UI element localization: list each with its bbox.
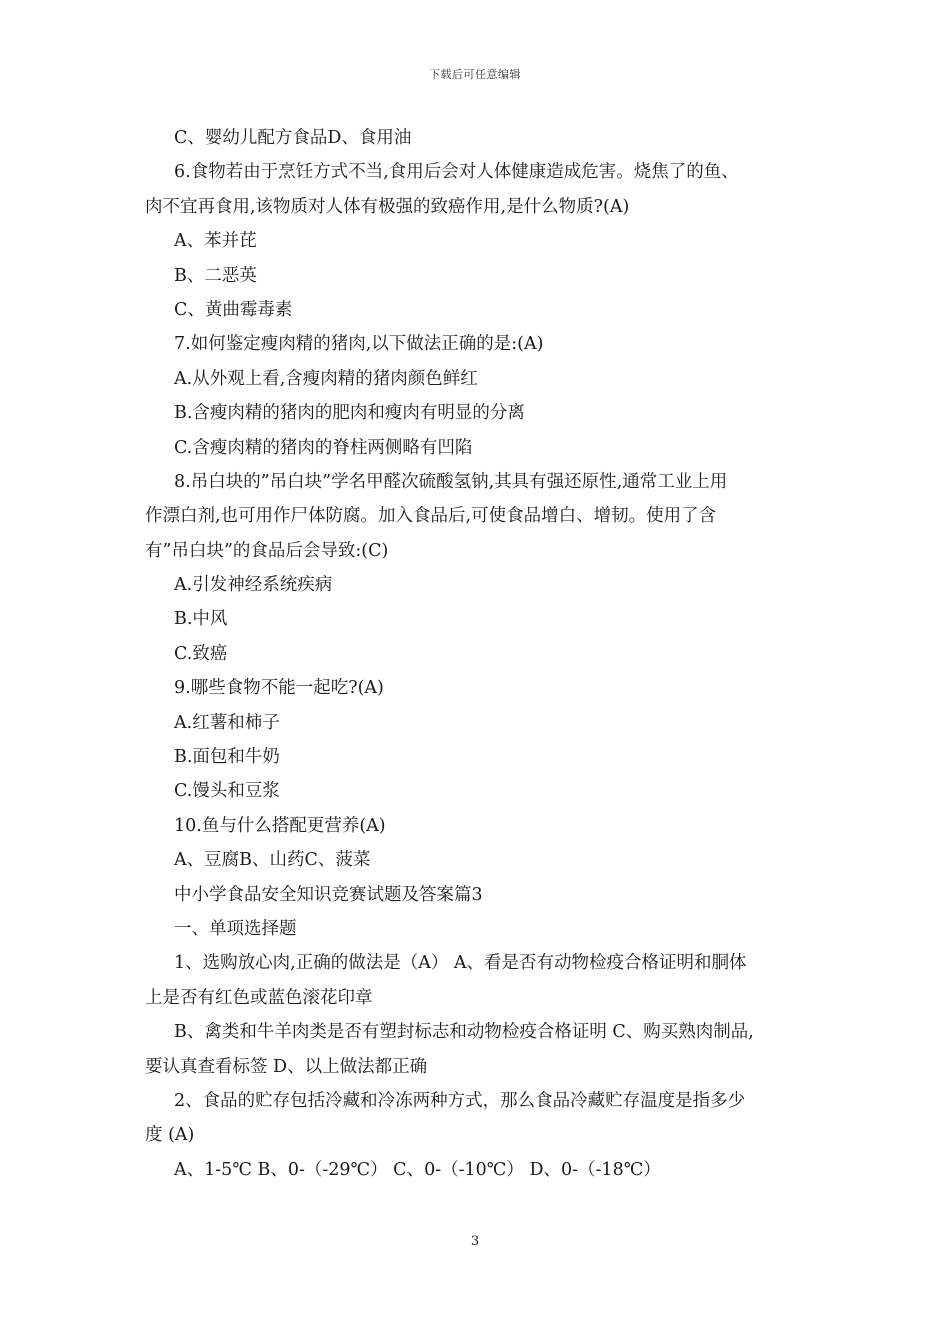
text-line: B、二恶英 xyxy=(174,265,257,286)
text-line: 2、食品的贮存包括冷藏和冷冻两种方式，那么食品冷藏贮存温度是指多少 xyxy=(174,1090,746,1111)
text-line: 中小学食品安全知识竞赛试题及答案篇3 xyxy=(174,884,483,905)
text-line: B.中风 xyxy=(174,609,228,630)
page-number: 3 xyxy=(470,1234,480,1249)
text-line: 7.如何鉴定瘦肉精的猪肉,以下做法正确的是:(A) xyxy=(174,334,544,355)
text-line: C、黄曲霉毒素 xyxy=(174,299,293,320)
text-line: A.引发神经系统疾病 xyxy=(174,575,333,596)
text-line: C.含瘦肉精的猪肉的脊柱两侧略有凹陷 xyxy=(174,437,473,458)
text-line: 肉不宜再食用,该物质对人体有极强的致癌作用,是什么物质?(A) xyxy=(145,196,630,217)
text-line: A.从外观上看,含瘦肉精的猪肉颜色鲜红 xyxy=(174,368,478,389)
text-line: 1、选购放心肉,正确的做法是（A） A、看是否有动物检疫合格证明和胴体 xyxy=(174,953,747,974)
text-line: 10.鱼与什么搭配更营养(A) xyxy=(174,815,386,836)
page-header: 下载后可任意编辑 xyxy=(429,68,521,81)
text-line: C、婴幼儿配方食品D、食用油 xyxy=(174,128,412,148)
text-line: 作漂白剂,也可用作尸体防腐。加入食品后,可使食品增白、增韧。使用了含 xyxy=(145,506,717,527)
text-line: 一、单项选择题 xyxy=(174,918,297,939)
text-line: 8.吊白块的”吊白块”学名甲醛次硫酸氢钠,其具有强还原性,通常工业上用 xyxy=(174,471,728,492)
text-line: 9.哪些食物不能一起吃?(A) xyxy=(174,678,384,699)
text-line: 有”吊白块”的食品后会导致:(C) xyxy=(145,540,389,561)
text-line: 6.食物若由于烹饪方式不当,食用后会对人体健康造成危害。烧焦了的鱼、 xyxy=(174,162,739,183)
text-line: B、禽类和牛羊肉类是否有塑封标志和动物检疫合格证明 C、购买熟肉制品, xyxy=(174,1022,754,1043)
text-line: A、豆腐B、山药C、菠菜 xyxy=(174,850,371,871)
text-line: 上是否有红色或蓝色滚花印章 xyxy=(145,987,373,1008)
text-line: B.面包和牛奶 xyxy=(174,747,280,768)
text-line: A.红薯和柿子 xyxy=(174,712,280,733)
text-line: C.致癌 xyxy=(174,643,228,664)
text-line: A、苯并芘 xyxy=(174,231,257,252)
text-line: C.馒头和豆浆 xyxy=(174,781,280,802)
text-line: B.含瘦肉精的猪肉的肥肉和瘦肉有明显的分离 xyxy=(174,403,525,424)
text-line: A、1-5℃ B、0-（-29℃） C、0-（-10℃） D、0-（-18℃） xyxy=(174,1159,661,1180)
text-line: 要认真查看标签 D、以上做法都正确 xyxy=(145,1056,428,1077)
document-body xyxy=(145,121,815,1187)
text-line: 度 (A) xyxy=(145,1125,195,1146)
